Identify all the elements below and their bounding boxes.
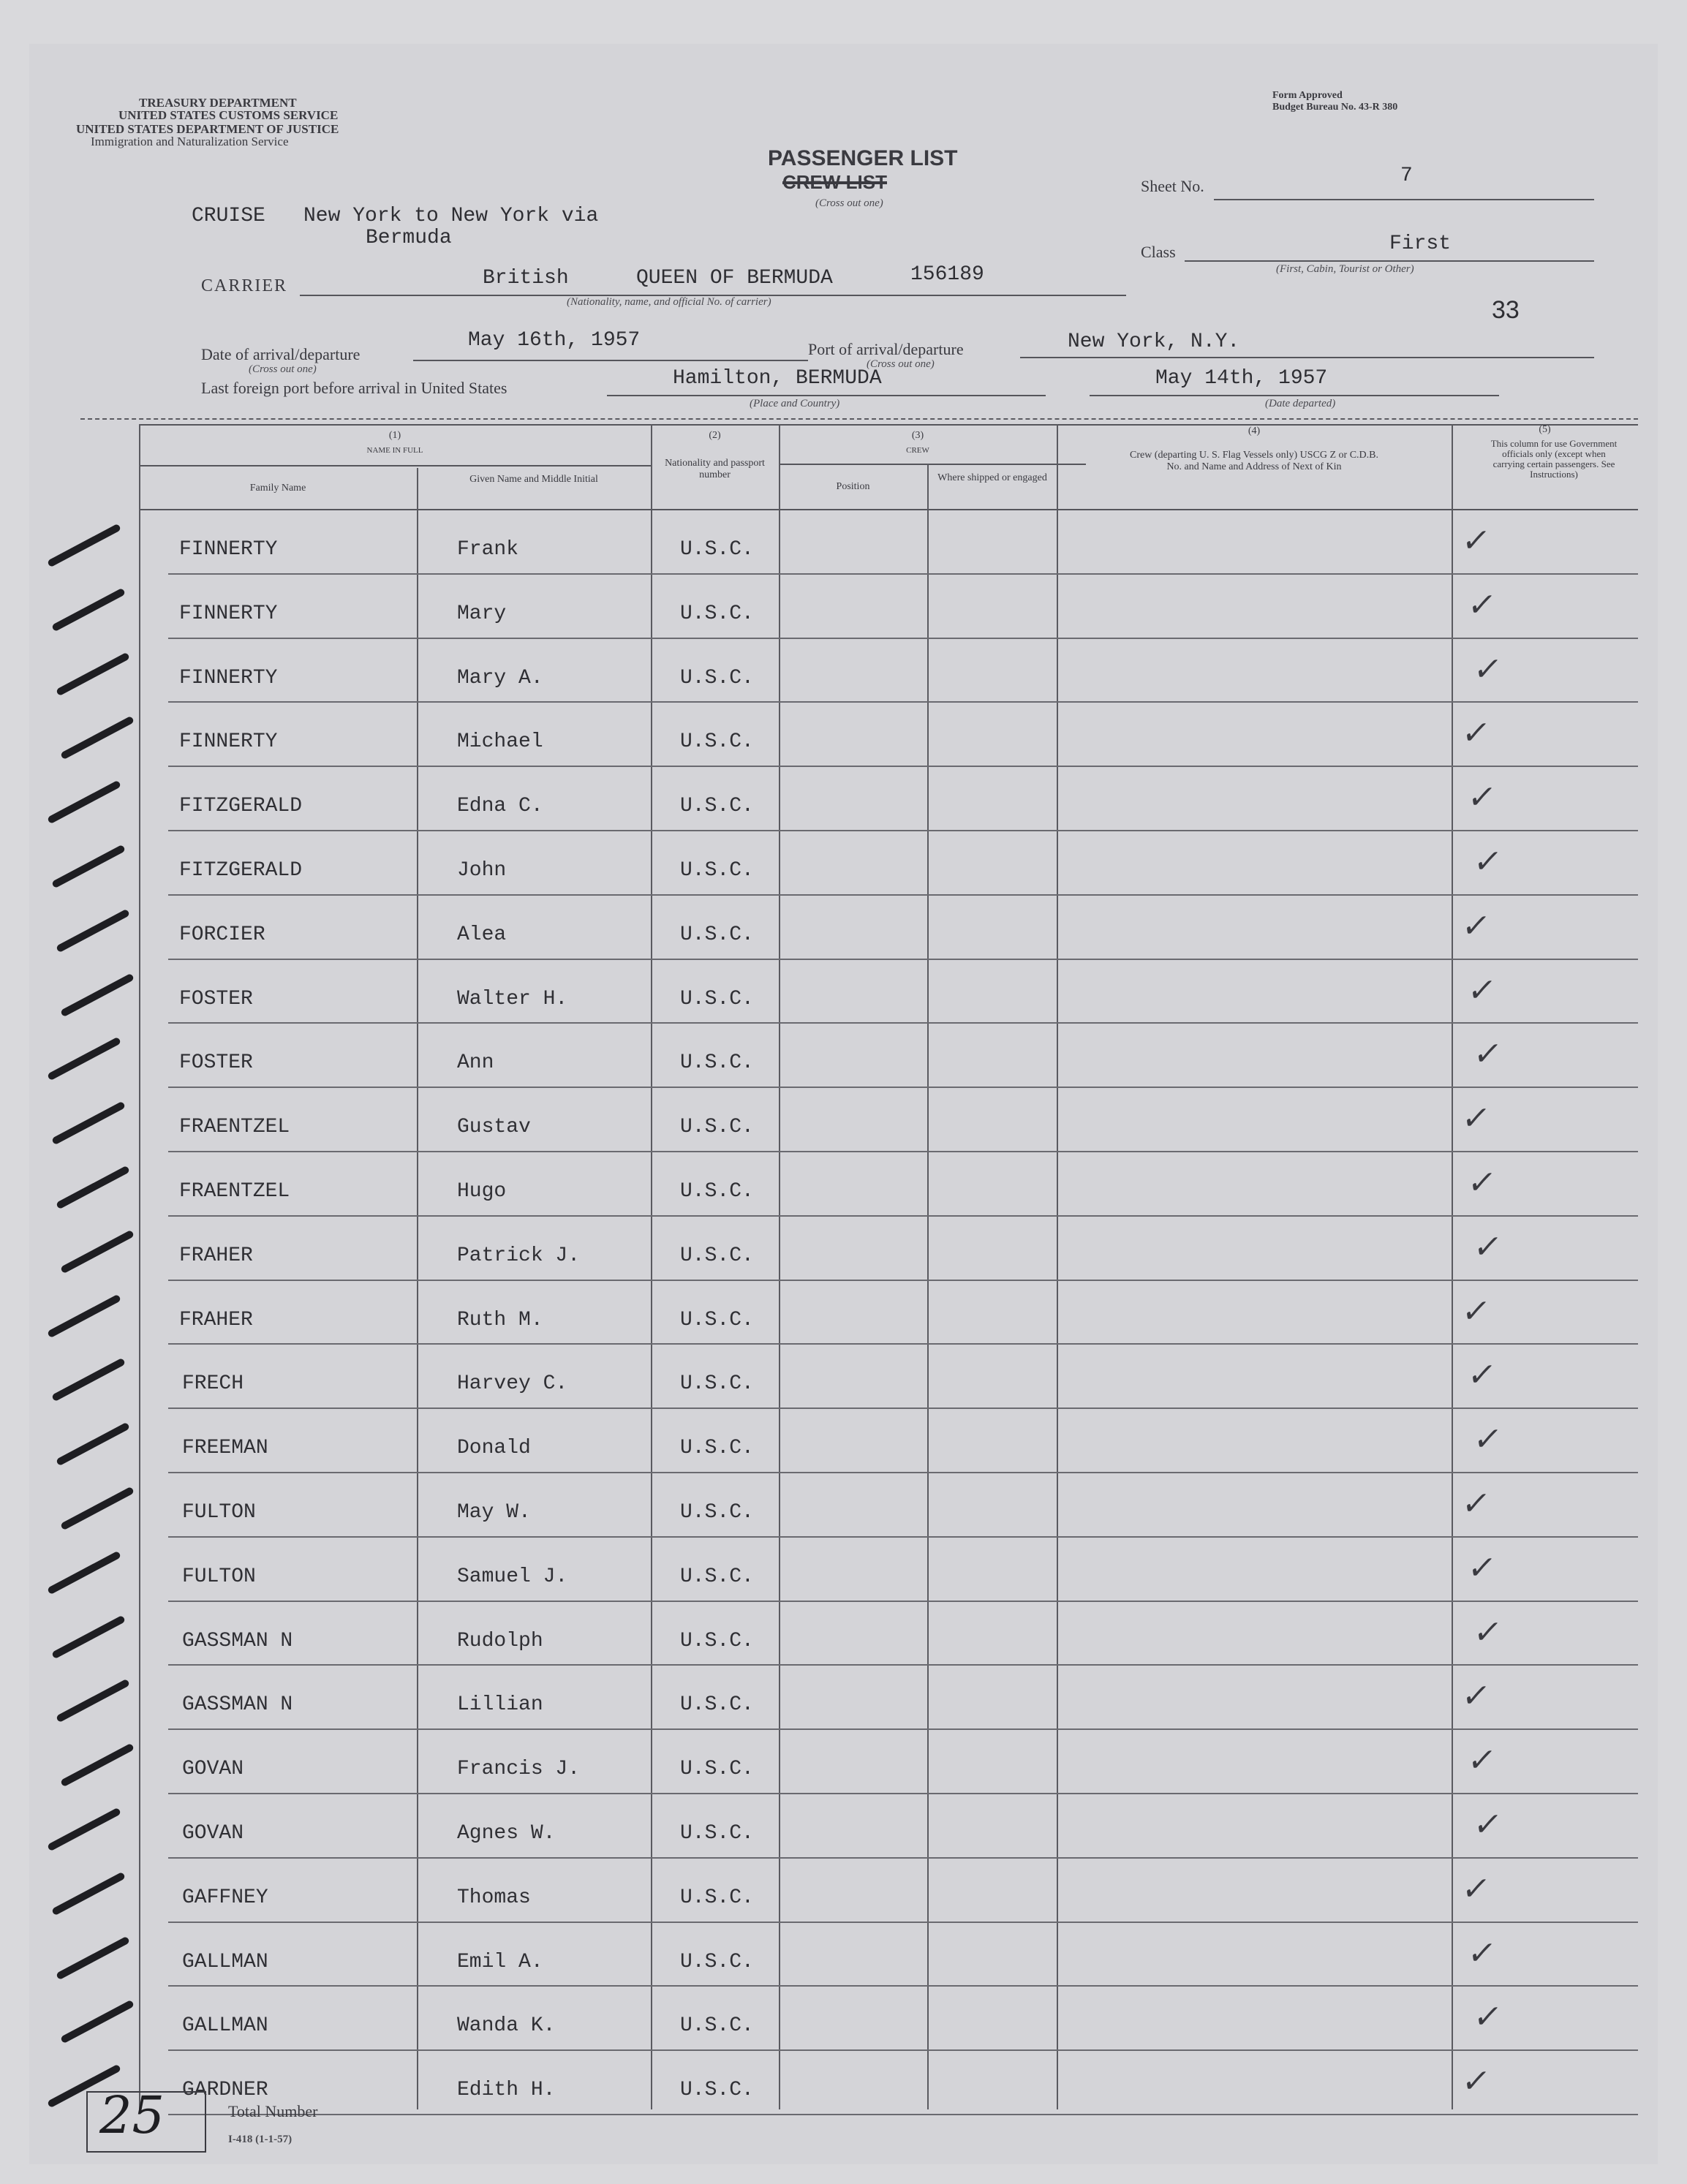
check-mark-icon: ✓ — [1465, 1356, 1499, 1394]
check-mark-icon: ✓ — [1465, 1164, 1499, 1201]
check-mark-icon: ✓ — [1465, 1934, 1499, 1972]
given-name: Rudolph — [457, 1629, 543, 1652]
nationality-header: Nationality and passport number — [665, 458, 765, 480]
given-name: Emil A. — [457, 1950, 543, 1973]
total-value: 25 — [99, 2085, 165, 2145]
family-name: FRAENTZEL — [179, 1116, 290, 1139]
check-mark-icon: ✓ — [1471, 1806, 1505, 1843]
given-name: John — [457, 859, 507, 882]
carrier-note: (Nationality, name, and official No. of carrier) — [567, 296, 771, 308]
carrier-name: QUEEN OF BERMUDA — [636, 267, 833, 290]
margin-slash-mark — [47, 1807, 121, 1851]
crew-header: CREW — [906, 446, 929, 455]
agency-line-4: Immigration and Naturalization Service — [91, 135, 289, 148]
check-mark-icon: ✓ — [1465, 779, 1499, 817]
margin-slash-mark — [56, 1165, 130, 1209]
nationality: U.S.C. — [680, 1372, 754, 1396]
col5-number: (5) — [1539, 424, 1551, 435]
check-mark-icon: ✓ — [1471, 1035, 1505, 1073]
family-name: GASSMAN N — [182, 1629, 293, 1652]
nationality: U.S.C. — [680, 1629, 754, 1652]
given-name: Hugo — [457, 1180, 507, 1203]
last-port-date-note: (Date departed) — [1265, 398, 1336, 409]
last-port-place: Hamilton, BERMUDA — [673, 367, 882, 390]
arrival-port: New York, N.Y. — [1068, 330, 1240, 353]
cross-out-note: (Cross out one) — [815, 197, 883, 209]
class-label: Class — [1141, 243, 1176, 261]
check-mark-icon: ✓ — [1471, 843, 1505, 880]
check-mark-icon: ✓ — [1459, 2063, 1493, 2101]
margin-slash-mark — [56, 1935, 130, 1979]
given-name: Francis J. — [457, 1758, 581, 1781]
shipped-header: Where shipped or engaged — [937, 472, 1047, 483]
given-name: Gustav — [457, 1116, 531, 1139]
family-name: GALLMAN — [182, 2014, 268, 2038]
cruise-line-1: New York to New York via — [303, 205, 599, 227]
nationality: U.S.C. — [680, 1693, 754, 1717]
nationality: U.S.C. — [680, 795, 754, 818]
nationality: U.S.C. — [680, 538, 754, 561]
check-mark-icon: ✓ — [1459, 714, 1493, 752]
given-name: Samuel J. — [457, 1565, 568, 1588]
given-name-header: Given Name and Middle Initial — [469, 474, 598, 485]
margin-slash-mark — [56, 651, 130, 695]
margin-slash-mark — [51, 1101, 126, 1145]
total-label: Total Number — [228, 2102, 318, 2120]
given-name: May W. — [457, 1501, 531, 1524]
nationality: U.S.C. — [680, 666, 754, 689]
nationality: U.S.C. — [680, 1116, 754, 1139]
col5-header: This column for use Government officials only (except when carrying certain passengers. See Instructions) — [1490, 438, 1618, 480]
check-mark-icon: ✓ — [1471, 1613, 1505, 1651]
check-mark-icon: ✓ — [1465, 1742, 1499, 1780]
nationality: U.S.C. — [680, 1565, 754, 1588]
col4-number: (4) — [1248, 426, 1261, 437]
given-name: Agnes W. — [457, 1822, 556, 1845]
check-mark-icon: ✓ — [1459, 1677, 1493, 1715]
check-mark-icon: ✓ — [1465, 971, 1499, 1009]
given-name: Donald — [457, 1437, 531, 1460]
nationality: U.S.C. — [680, 1822, 754, 1845]
agency-line-1: TREASURY DEPARTMENT — [139, 96, 297, 110]
check-mark-icon: ✓ — [1471, 1228, 1505, 1266]
form-code: I-418 (1-1-57) — [228, 2134, 293, 2145]
margin-slash-mark — [51, 844, 126, 888]
family-name: FREEMAN — [182, 1437, 268, 1460]
nationality: U.S.C. — [680, 859, 754, 882]
position-header: Position — [836, 481, 870, 492]
given-name: Wanda K. — [457, 2014, 556, 2038]
margin-slash-mark — [60, 1486, 135, 1530]
margin-slash-mark — [56, 1679, 130, 1723]
crew-list-struck: CREW LIST — [782, 171, 887, 193]
given-name: Patrick J. — [457, 1244, 581, 1267]
given-name: Mary — [457, 602, 507, 625]
sheet-label: Sheet No. — [1141, 177, 1204, 195]
col1-title: NAME IN FULL — [366, 446, 423, 455]
given-name: Edna C. — [457, 795, 543, 818]
given-name: Ann — [457, 1051, 494, 1075]
family-name: FRECH — [182, 1372, 244, 1396]
family-name-header: Family Name — [249, 483, 306, 494]
family-name: FINNERTY — [179, 666, 278, 689]
check-mark-icon: ✓ — [1459, 1292, 1493, 1330]
nationality: U.S.C. — [680, 987, 754, 1010]
budget-bureau: Budget Bureau No. 43-R 380 — [1272, 102, 1398, 113]
family-name: FITZGERALD — [179, 795, 303, 818]
nationality: U.S.C. — [680, 1051, 754, 1075]
port-note: (Cross out one) — [867, 358, 935, 370]
family-name: GALLMAN — [182, 1950, 268, 1973]
nationality: U.S.C. — [680, 2079, 754, 2102]
last-port-date: May 14th, 1957 — [1155, 367, 1328, 390]
family-name: FRAENTZEL — [179, 1180, 290, 1203]
nationality: U.S.C. — [680, 1886, 754, 1909]
given-name: Ruth M. — [457, 1308, 543, 1331]
passenger-list-form — [29, 44, 1658, 2164]
nationality: U.S.C. — [680, 2014, 754, 2038]
check-mark-icon: ✓ — [1459, 907, 1493, 945]
check-mark-icon: ✓ — [1459, 1870, 1493, 1908]
nationality: U.S.C. — [680, 1501, 754, 1524]
given-name: Alea — [457, 923, 507, 946]
col3-number: (3) — [911, 430, 924, 441]
nationality: U.S.C. — [680, 1437, 754, 1460]
given-name: Mary A. — [457, 666, 543, 689]
given-name: Michael — [457, 730, 543, 754]
family-name: GOVAN — [182, 1758, 244, 1781]
given-name: Edith H. — [457, 2079, 556, 2102]
given-name: Lillian — [457, 1693, 543, 1717]
margin-slash-mark — [51, 1358, 126, 1402]
family-name: GASSMAN N — [182, 1693, 293, 1717]
check-mark-icon: ✓ — [1471, 650, 1505, 688]
family-name: FORCIER — [179, 923, 265, 946]
page-count: 33 — [1492, 296, 1520, 324]
nationality: U.S.C. — [680, 602, 754, 625]
carrier-number: 156189 — [910, 263, 984, 286]
port-label: Port of arrival/departure — [808, 340, 964, 358]
last-port-place-note: (Place and Country) — [750, 398, 840, 409]
family-name: FINNERTY — [179, 602, 278, 625]
family-name: FOSTER — [179, 1051, 253, 1075]
nationality: U.S.C. — [680, 1308, 754, 1331]
family-name: FULTON — [182, 1565, 256, 1588]
col2-number: (2) — [709, 430, 721, 441]
margin-slash-mark — [47, 1037, 121, 1081]
family-name: FITZGERALD — [179, 859, 303, 882]
nationality: U.S.C. — [680, 730, 754, 754]
family-name: FRAHER — [179, 1244, 253, 1267]
family-name: GARDNER — [182, 2079, 268, 2102]
nationality: U.S.C. — [680, 1758, 754, 1781]
given-name: Frank — [457, 538, 519, 561]
nationality: U.S.C. — [680, 1180, 754, 1203]
carrier-nationality: British — [483, 267, 569, 290]
family-name: GOVAN — [182, 1822, 244, 1845]
margin-slash-mark — [47, 780, 121, 824]
class-note: (First, Cabin, Tourist or Other) — [1276, 263, 1414, 275]
family-name: FULTON — [182, 1501, 256, 1524]
check-mark-icon: ✓ — [1459, 522, 1493, 559]
family-name: FINNERTY — [179, 538, 278, 561]
margin-slash-mark — [56, 1422, 130, 1466]
family-name: FOSTER — [179, 987, 253, 1010]
margin-slash-mark — [60, 1743, 135, 1787]
given-name: Thomas — [457, 1886, 531, 1909]
last-port-label: Last foreign port before arrival in United States — [201, 379, 507, 397]
margin-slash-mark — [60, 972, 135, 1016]
margin-slash-mark — [51, 588, 126, 632]
check-mark-icon: ✓ — [1471, 1421, 1505, 1459]
margin-slash-mark — [47, 524, 121, 567]
arrival-date: May 16th, 1957 — [468, 329, 641, 352]
arrival-label-note: (Cross out one) — [249, 363, 317, 375]
margin-slash-mark — [56, 909, 130, 953]
given-name: Harvey C. — [457, 1372, 568, 1396]
cruise-label: CRUISE — [192, 205, 265, 227]
carrier-label: CARRIER — [201, 276, 288, 295]
family-name: FRAHER — [179, 1308, 253, 1331]
check-mark-icon: ✓ — [1459, 1485, 1493, 1522]
arrival-label: Date of arrival/departure — [201, 345, 361, 363]
family-name: GAFFNEY — [182, 1886, 268, 1909]
nationality: U.S.C. — [680, 1950, 754, 1973]
margin-slash-mark — [47, 1293, 121, 1337]
nationality: U.S.C. — [680, 1244, 754, 1267]
margin-slash-mark — [60, 2000, 135, 2044]
margin-slash-mark — [60, 716, 135, 760]
agency-line-3: UNITED STATES DEPARTMENT OF JUSTICE — [76, 122, 339, 136]
col1-number: (1) — [388, 430, 401, 441]
margin-slash-mark — [47, 1551, 121, 1595]
family-name: FINNERTY — [179, 730, 278, 754]
margin-slash-mark — [51, 1614, 126, 1658]
given-name: Walter H. — [457, 987, 568, 1010]
agency-line-2: UNITED STATES CUSTOMS SERVICE — [118, 108, 339, 122]
check-mark-icon: ✓ — [1465, 1549, 1499, 1587]
nationality: U.S.C. — [680, 923, 754, 946]
check-mark-icon: ✓ — [1459, 1100, 1493, 1138]
margin-slash-mark — [60, 1230, 135, 1274]
class-value: First — [1389, 233, 1452, 255]
margin-slash-mark — [51, 1872, 126, 1916]
list-title: PASSENGER LIST — [768, 146, 958, 170]
check-mark-icon: ✓ — [1471, 1998, 1505, 2036]
check-mark-icon: ✓ — [1465, 586, 1499, 624]
col4-header: Crew (departing U. S. Flag Vessels only) USCG Z or C.D.B. No. and Name and Address of Next of Kin — [1129, 450, 1378, 472]
form-approved: Form Approved — [1272, 90, 1343, 101]
sheet-number: 7 — [1400, 165, 1413, 187]
cruise-line-2: Bermuda — [366, 227, 452, 249]
